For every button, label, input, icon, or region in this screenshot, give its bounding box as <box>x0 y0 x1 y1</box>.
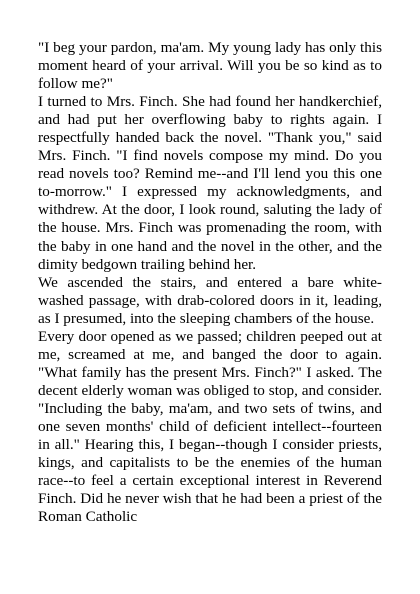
document-page <box>38 39 382 526</box>
paragraph-mrs-finch: I turned to Mrs. Finch. She had found her handkerchief, and had put her overflowing baby to rights again. I respectfully handed back the novel. "Thank you," said Mrs. Finch. "I find novels compose my mind. Do you read novels too? Remind me--and I'll lend you this one to-morrow." I expressed my acknowledgments, and withdrew. At the door, I look round, saluting the lady of the house. Mrs. Finch was promenading the room, with the baby in one hand and the novel in the other, and the dimity bedgown trailing behind her. <box>38 93 382 273</box>
paragraph-family: Every door opened as we passed; children peeped out at me, screamed at me, and banged the door to again. "What family has the present Mrs. Finch?" I asked. The decent elderly woman was obliged to stop, and consider. "Including the baby, ma'am, and two sets of twins, and one seven months' child of deficient intellect--fourteen in all." Hearing this, I began--though I consider priests, kings, and capitalists to be the enemies of the human race--to feel a certain exceptional interest in Reverend Finch. Did he never wish that he had been a priest of the Roman Catholic <box>38 327 382 526</box>
paragraph-stairs: We ascended the stairs, and entered a bare white-washed passage, with drab-colored doors in it, leading, as I presumed, into the sleeping chambers of the house. <box>38 273 382 327</box>
paragraph-invitation: "I beg your pardon, ma'am. My young lady has only this moment heard of your arrival. Will you be so kind as to follow me?" <box>38 39 382 93</box>
